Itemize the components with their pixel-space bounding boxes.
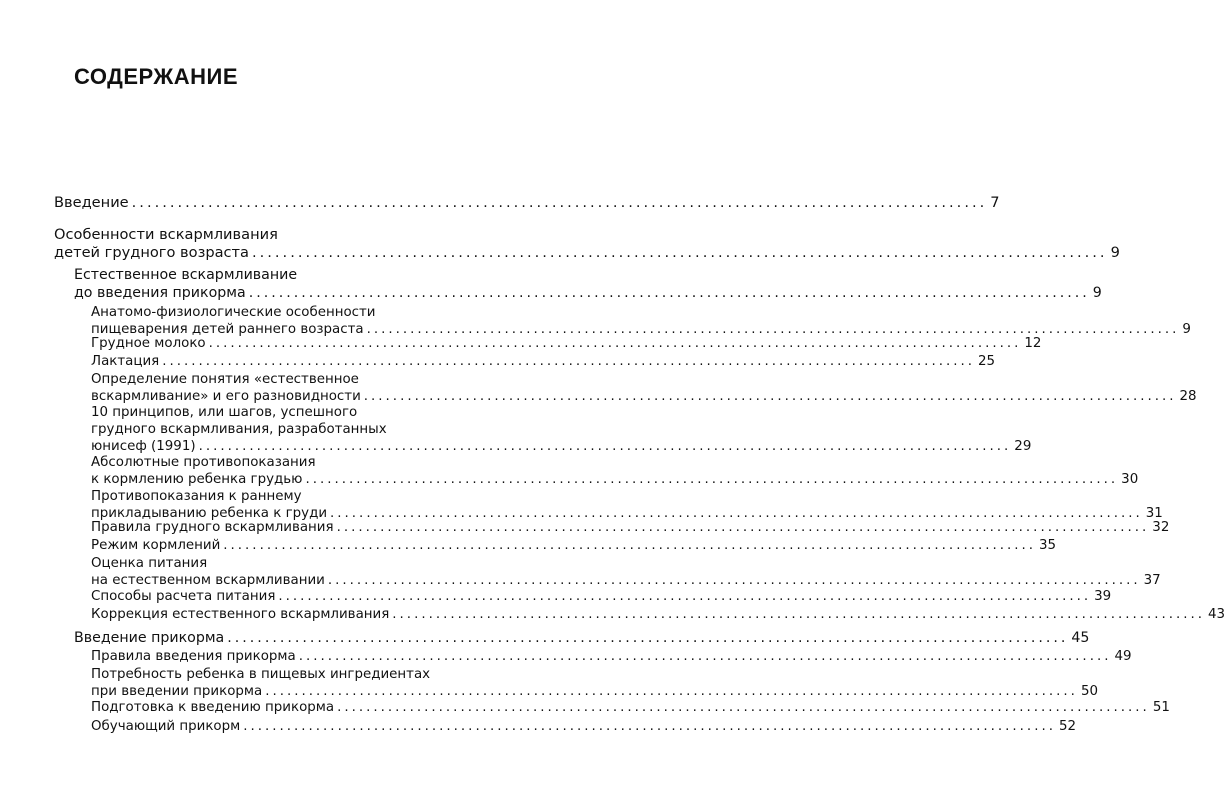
page-number: 12 (1024, 336, 1042, 351)
toc-entry[interactable] (91, 588, 1112, 605)
entry-title: Определение понятия «естественное (91, 372, 359, 387)
toc-entry[interactable] (91, 488, 1163, 522)
entry-title: Лактация (91, 354, 160, 369)
entry-title: Естественное вскармливание (74, 267, 298, 283)
toc-entry[interactable] (91, 555, 1161, 589)
dot-leader: ................................................................................................................ (337, 700, 1150, 715)
entry-title: на естественном вскармливании (91, 573, 325, 588)
entry-title: Потребность ребенка в пищевых ингредиентах (91, 667, 431, 682)
page-number: 35 (1039, 538, 1057, 553)
entry-title: детей грудного возраста (54, 244, 249, 261)
dot-leader: ................................................................................................................ (198, 439, 1012, 454)
dot-leader: ................................................................................................................ (330, 506, 1143, 521)
entry-title: Анатомо-физиологические особенности (91, 305, 376, 320)
entry-title: Оценка питания (91, 556, 208, 571)
dot-leader: ................................................................................................................ (363, 389, 1177, 404)
page-number: 25 (977, 354, 996, 369)
dot-leader: ................................................................................................................ (336, 520, 1150, 535)
toc-entry[interactable] (91, 304, 1191, 338)
dot-leader: ................................................................................................................ (327, 573, 1141, 588)
entry-title: Введение прикорма (74, 630, 225, 646)
entry-title: Абсолютные противопоказания (91, 455, 316, 470)
dot-leader: ................................................................................................................ (252, 244, 1108, 261)
entry-title: прикладыванию ребенка к груди (91, 506, 328, 521)
page-number: 9 (1092, 285, 1102, 301)
entry-title: Правила введения прикорма (91, 649, 296, 664)
toc-entry[interactable] (91, 606, 1225, 623)
dot-leader: ................................................................................................................ (392, 607, 1206, 622)
entry-title: Введение (54, 194, 129, 211)
entry-title: Режим кормлений (91, 538, 221, 553)
page-number: 32 (1152, 520, 1170, 535)
dot-leader: ................................................................................................................ (248, 285, 1090, 301)
entry-title: Подготовка к введению прикорма (91, 700, 335, 715)
entry-title: Особенности вскармливания (54, 226, 278, 243)
toc-entry[interactable] (54, 194, 1000, 212)
toc-entry[interactable] (54, 226, 1120, 262)
page-number: 28 (1179, 389, 1197, 404)
page-number: 50 (1080, 684, 1098, 699)
entry-title: Грудное молоко (91, 336, 206, 351)
dot-leader: ................................................................................................................ (305, 472, 1119, 487)
toc-entry[interactable] (91, 404, 1032, 455)
dot-leader: ................................................................................................................ (243, 719, 1056, 734)
toc-entry[interactable] (91, 335, 1042, 352)
entry-title: Обучающий прикорм (91, 719, 241, 734)
dot-leader: ................................................................................................................ (162, 354, 975, 369)
page-number: 31 (1145, 506, 1163, 521)
entry-title: при введении прикорма (91, 684, 263, 699)
page-number: 39 (1094, 589, 1112, 604)
toc-entry[interactable] (91, 454, 1139, 488)
toc-entry[interactable] (91, 666, 1098, 700)
page-number: 30 (1121, 472, 1139, 487)
page-number: 45 (1071, 630, 1090, 646)
entry-title: грудного вскармливания, разработанных (91, 422, 387, 437)
entry-title: Противопоказания к раннему (91, 489, 302, 504)
page-number: 9 (1110, 244, 1120, 261)
page-number: 37 (1143, 573, 1161, 588)
dot-leader: ................................................................................................................ (265, 684, 1078, 699)
page-number: 7 (990, 194, 1000, 211)
dot-leader: ................................................................................................................ (131, 194, 988, 211)
entry-title: пищеварения детей раннего возраста (91, 322, 364, 337)
entry-title: вскармливание» и его разновидности (91, 389, 361, 404)
toc-entry[interactable] (91, 699, 1170, 716)
dot-leader: ................................................................................................................ (227, 630, 1069, 646)
toc-entry[interactable] (91, 718, 1077, 735)
dot-leader: ................................................................................................................ (223, 538, 1037, 553)
toc-entry[interactable] (74, 266, 1102, 302)
dot-leader: ................................................................................................................ (278, 589, 1092, 604)
page-title: СОДЕРЖАНИЕ (74, 64, 239, 89)
page-number: 43 (1208, 607, 1225, 622)
entry-title: юнисеф (1991) (91, 439, 196, 454)
entry-title: Способы расчета питания (91, 589, 276, 604)
toc-entry[interactable] (91, 353, 996, 370)
page-number: 51 (1152, 700, 1170, 715)
dot-leader: ................................................................................................................ (366, 322, 1180, 337)
entry-title: 10 принципов, или шагов, успешного (91, 405, 358, 420)
page-number: 9 (1182, 322, 1191, 337)
toc-entry[interactable] (91, 371, 1197, 405)
toc-entry[interactable] (91, 648, 1132, 665)
toc-entry[interactable] (91, 519, 1170, 536)
page-number: 29 (1014, 439, 1032, 454)
entry-title: к кормлению ребенка грудью (91, 472, 303, 487)
page-number: 52 (1058, 719, 1077, 734)
entry-title: Коррекция естественного вскармливания (91, 607, 390, 622)
entry-title: Правила грудного вскармливания (91, 520, 334, 535)
toc-entry[interactable] (74, 629, 1090, 647)
toc-entry[interactable] (91, 537, 1057, 554)
page-number: 49 (1114, 649, 1132, 664)
dot-leader: ................................................................................................................ (298, 649, 1112, 664)
entry-title: до введения прикорма (74, 285, 246, 301)
dot-leader: ................................................................................................................ (208, 336, 1022, 351)
